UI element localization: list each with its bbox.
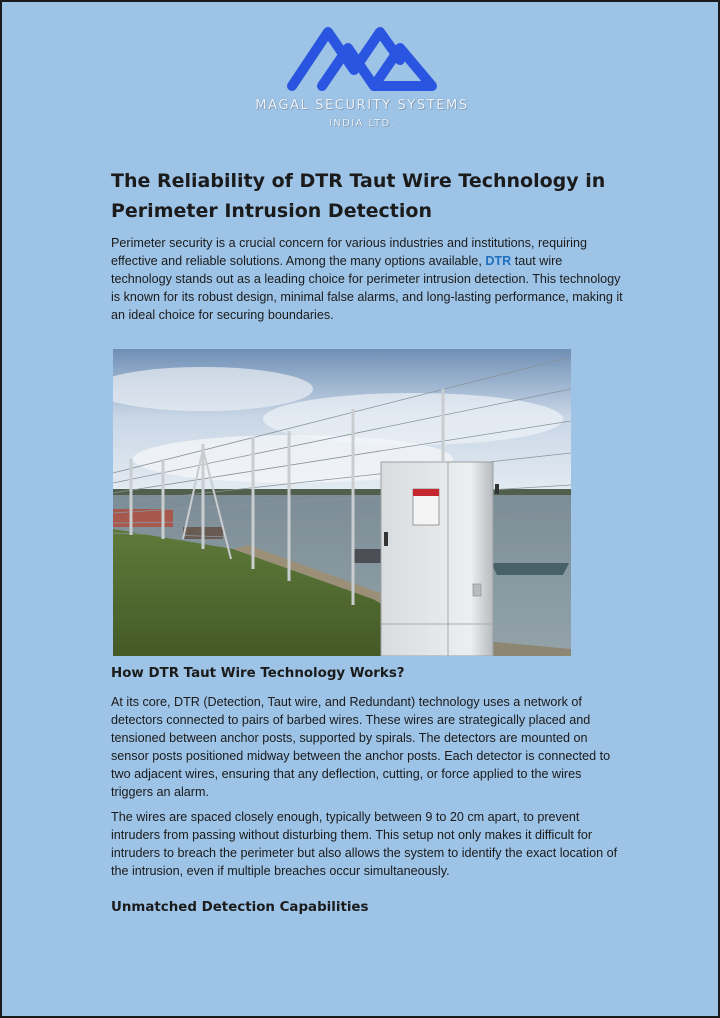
fence-photo	[113, 349, 571, 656]
company-logo	[232, 16, 492, 136]
section-heading-how-it-works: How DTR Taut Wire Technology Works?	[111, 666, 405, 681]
fence-photo-image	[113, 349, 571, 656]
how-it-works-paragraph-1: At its core, DTR (Detection, Taut wire, and Redundant) technology uses a network of detectors connected to pairs of barbed wires. These wires are strategically placed and tensioned between anchor posts, supported by spirals. The detectors are mounted on sensor posts positioned midway between the anchor posts. Each detector is connected to two adjacent wires, ensuring that any deflection, cutting, or force applied to the wires triggers an alarm.	[111, 695, 611, 799]
intro-paragraph	[111, 234, 623, 324]
article-title: The Reliability of DTR Taut Wire Technology in Perimeter Intrusion Detection	[111, 170, 606, 222]
how-it-works-paragraph-2: The wires are spaced closely enough, typically between 9 to 20 cm apart, to prevent intruders from passing without disturbing them. This setup not only makes it difficult for intruders to breach the perimeter but also allows the system to identify the exact location of the intrusion, even if multiple breaches occur simultaneously.	[111, 810, 618, 878]
company-name: MAGAL SECURITY SYSTEMS	[255, 98, 469, 113]
intro-text-start: Perimeter security is a crucial concern for various industries and institutions, requiring effective and reliable solutions. Among the many options available,	[111, 236, 587, 268]
company-subtitle: INDIA LTD.	[328, 118, 396, 129]
intro-text-end: taut wire technology stands out as a leading choice for perimeter intrusion detection. This technology is known for its robust design, minimal false alarms, and long-lasting performance, making it an ideal choice for securing boundaries.	[111, 254, 623, 322]
mm-logo-icon	[282, 20, 442, 100]
dtr-link[interactable]: DTR	[485, 254, 512, 268]
section-heading-detection-capabilities: Unmatched Detection Capabilities	[111, 900, 369, 915]
